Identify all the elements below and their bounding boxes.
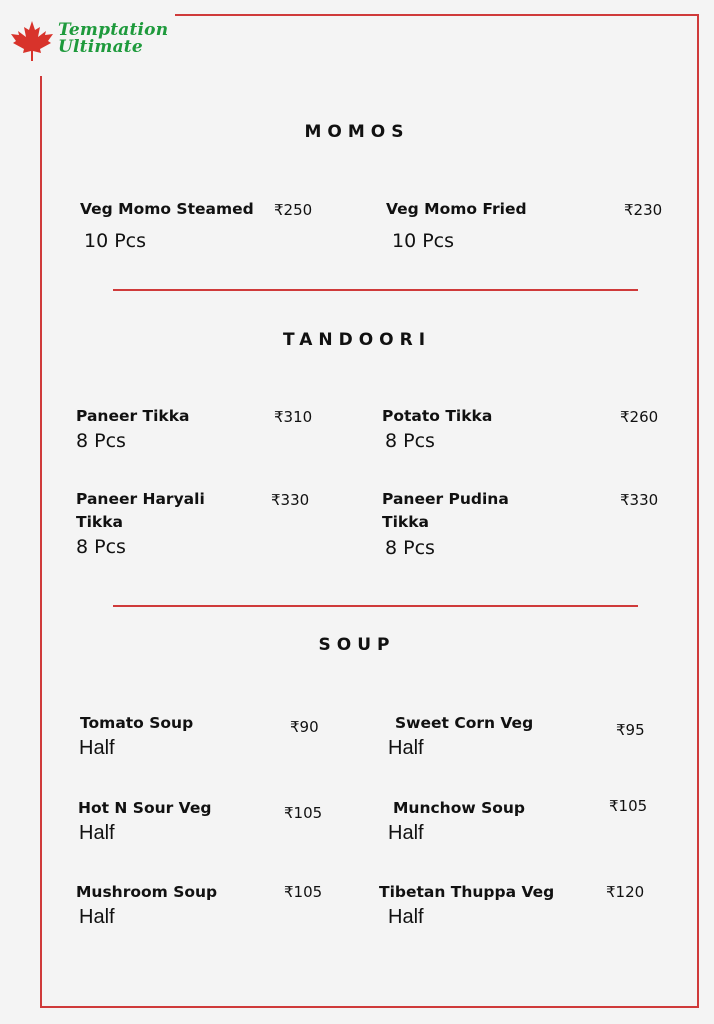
menu-item-name: Munchow Soup (393, 799, 526, 817)
menu-item-name: Paneer Pudina Tikka (382, 490, 509, 531)
menu-item-quantity: 8 Pcs (385, 430, 435, 452)
menu-item-price: ₹230 (624, 201, 663, 219)
menu-item-portion: Half (388, 822, 424, 844)
menu-item-quantity: 8 Pcs (385, 537, 435, 559)
frame-border-top (175, 14, 699, 16)
menu-item-price: ₹90 (290, 718, 319, 736)
menu-item-price: ₹105 (609, 797, 648, 815)
menu-item-price: ₹105 (284, 804, 323, 822)
menu-item-price: ₹330 (620, 491, 659, 509)
menu-item-quantity: 8 Pcs (76, 430, 126, 452)
section-title-tandoori: TANDOORI (282, 330, 432, 350)
menu-item-name: Mushroom Soup (76, 883, 218, 901)
frame-border-right (697, 14, 699, 1008)
menu-item-price: ₹105 (284, 883, 323, 901)
menu-item-name: Veg Momo Steamed (80, 200, 254, 218)
menu-item-price: ₹95 (616, 721, 645, 739)
menu-item-quantity: 10 Pcs (392, 230, 455, 252)
brand-name-line1: Temptation (58, 20, 169, 40)
section-divider (113, 289, 638, 291)
menu-item-price: ₹120 (606, 883, 645, 901)
brand-name-line2: Ultimate (58, 37, 143, 57)
menu-item-portion: Half (388, 737, 424, 759)
menu-item-name: Paneer Haryali Tikka (76, 490, 205, 531)
menu-item-portion: Half (79, 906, 115, 928)
section-title-soup: SOUP (318, 635, 396, 655)
frame-border-left (40, 76, 42, 1008)
menu-item-name: Veg Momo Fried (386, 200, 527, 218)
menu-item-portion: Half (79, 822, 115, 844)
maple-leaf-icon (10, 20, 54, 62)
menu-item-price: ₹310 (274, 408, 313, 426)
menu-item-portion: Half (388, 906, 424, 928)
menu-item-price: ₹260 (620, 408, 659, 426)
frame-border-bottom (40, 1006, 699, 1008)
menu-item-name: Tomato Soup (80, 714, 194, 732)
section-title-momos: MOMOS (304, 122, 410, 142)
brand-logo-text (58, 22, 188, 56)
menu-item-name: Potato Tikka (382, 407, 493, 425)
menu-item-quantity: 8 Pcs (76, 536, 126, 558)
section-divider (113, 605, 638, 607)
menu-item-name: Paneer Tikka (76, 407, 190, 425)
menu-item-quantity: 10 Pcs (84, 230, 147, 252)
menu-item-name: Sweet Corn Veg (395, 714, 534, 732)
menu-item-name: Hot N Sour Veg (78, 799, 212, 817)
menu-item-name: Tibetan Thuppa Veg (379, 883, 555, 901)
menu-item-price: ₹330 (271, 491, 310, 509)
menu-item-portion: Half (79, 737, 115, 759)
menu-item-price: ₹250 (274, 201, 313, 219)
